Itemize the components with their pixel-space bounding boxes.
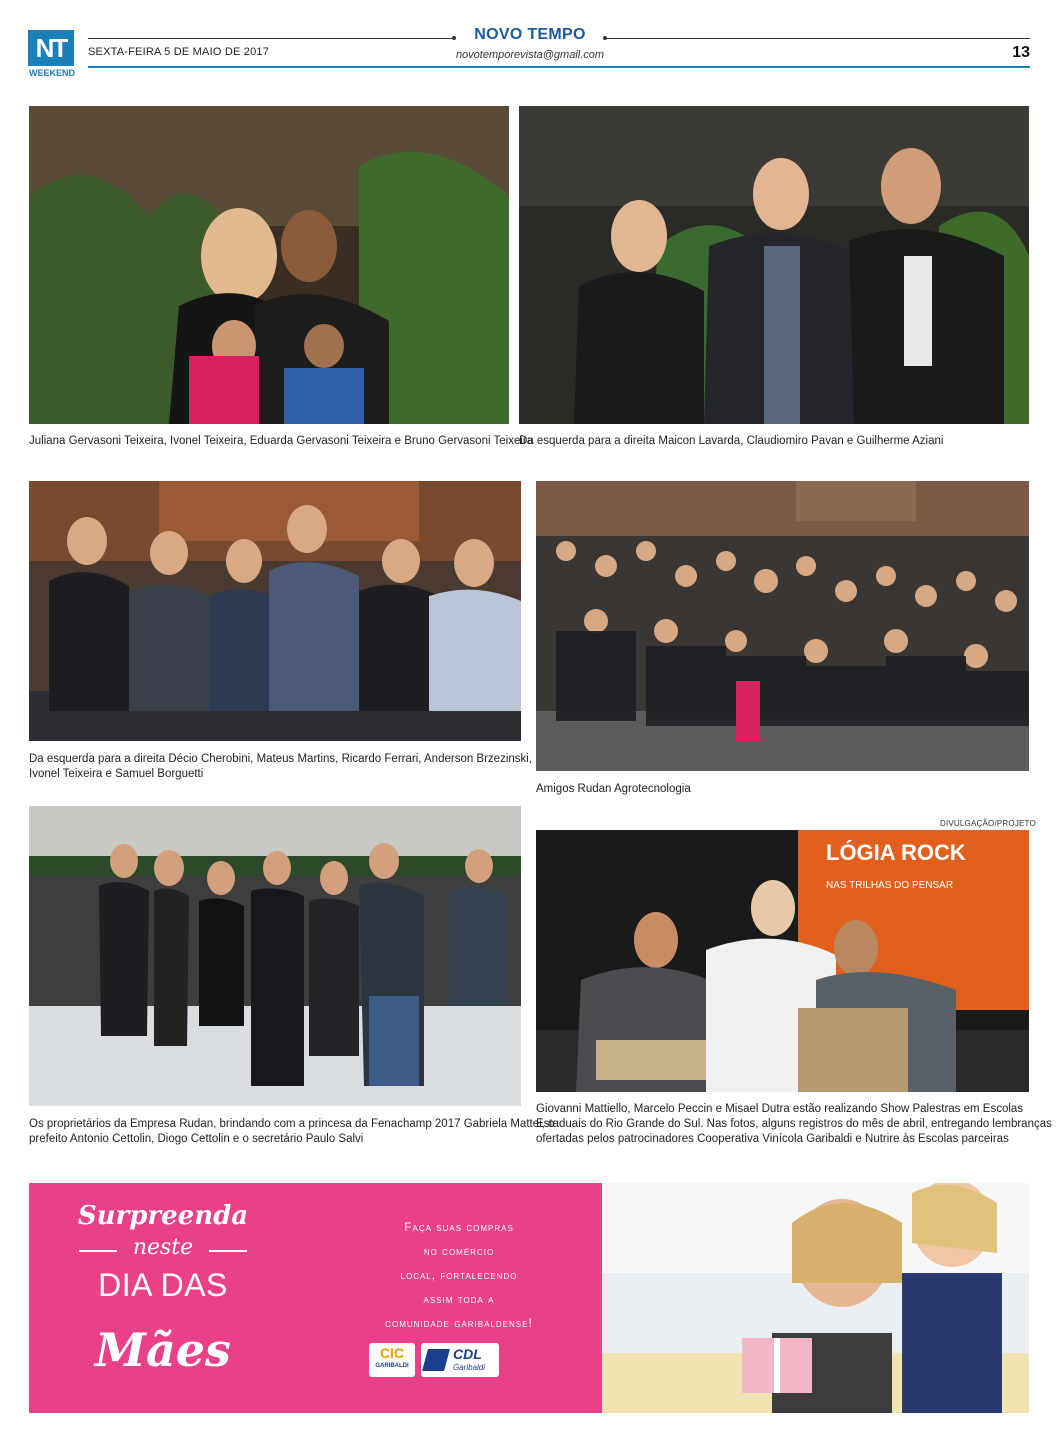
mothers-day-ad[interactable] xyxy=(29,1183,1029,1413)
ad-body-line: no comércio xyxy=(423,1244,495,1258)
caption-line: Ivonel Teixeira e Samuel Borguetti xyxy=(29,768,204,780)
issue-date: SEXTA-FEIRA 5 DE MAIO DE 2017 xyxy=(88,46,270,58)
contact-email[interactable]: novotemporevista@gmail.com xyxy=(455,49,605,61)
ad-body-line: assim toda a xyxy=(423,1292,495,1306)
logo-subtitle: WEEKEND xyxy=(28,68,75,78)
banner-title: LÓGIA ROCK xyxy=(826,840,966,865)
header-rule-left xyxy=(88,38,452,39)
cic-logo xyxy=(369,1343,415,1377)
publication-title: NOVO TEMPO xyxy=(474,26,586,43)
photo-family xyxy=(29,106,509,424)
ad-headline-line3: DIA DAS xyxy=(98,1267,228,1303)
cdl-logo-sub: Garibaldi xyxy=(453,1363,486,1372)
cic-logo-sub: GARIBALDI xyxy=(375,1363,409,1369)
page-number: 13 xyxy=(1012,44,1030,61)
ad-body-line: Faça suas compras xyxy=(404,1220,514,1234)
banner-subtitle: NAS TRILHAS DO PENSAR xyxy=(826,880,954,891)
header-dot-left xyxy=(452,36,456,40)
caption-line: Estaduais do Rio Grande do Sul. Nas fotos, alguns registros do mês de abril, entregando lembranças xyxy=(536,1118,1052,1130)
cic-logo-text: CIC xyxy=(379,1345,405,1361)
header-underline xyxy=(88,66,1030,68)
photo-rudan-owners xyxy=(29,806,521,1106)
caption-line: Da esquerda para a direita Décio Cherobini, Mateus Martins, Ricardo Ferrari, Anderson Brzezinski, xyxy=(29,753,533,765)
ad-body xyxy=(349,1215,569,1335)
logo-mark: NT xyxy=(28,30,74,66)
cdl-logo-text: CDL xyxy=(453,1346,482,1362)
sponsor-logos xyxy=(369,1343,499,1377)
newspaper-logo xyxy=(28,30,76,78)
photo-caption: Da esquerda para a direita Maicon Lavarda, Claudiomiro Pavan e Guilherme Aziani xyxy=(519,435,944,447)
photo-three-men xyxy=(519,106,1029,424)
photo-caption xyxy=(536,1102,1052,1147)
cdl-mark-icon xyxy=(422,1349,450,1371)
caption-line: ofertadas pelos patrocinadores Cooperativa Vinícola Garibaldi e Nutrire às Escolas parceiras xyxy=(536,1133,1009,1145)
ad-photo-mother-daughter xyxy=(602,1183,1029,1413)
header-dot-right xyxy=(603,36,607,40)
photo-caption: Juliana Gervasoni Teixeira, Ivonel Teixeira, Eduarda Gervasoni Teixeira e Bruno Gervasoni Teixeira xyxy=(29,435,534,447)
photo-caption xyxy=(29,1117,554,1147)
caption-line: Os proprietários da Empresa Rudan, brindando com a princesa da Fenachamp 2017 Gabriela Mattei, o xyxy=(29,1118,555,1130)
ad-headline-line2: neste xyxy=(73,1235,253,1260)
photo-toast-group xyxy=(29,481,521,741)
photo-caption xyxy=(29,752,532,782)
ad-headline-line1: Surpreenda xyxy=(77,1201,249,1231)
ad-body-line: local, fortalecendo xyxy=(400,1268,518,1282)
photo-logia-rock xyxy=(536,830,1029,1092)
caption-line: prefeito Antonio Cettolin, Diogo Cettolin e o secretário Paulo Salvi xyxy=(29,1133,364,1145)
ad-headline-line4: Mães xyxy=(95,1323,231,1377)
caption-line: Giovanni Mattiello, Marcelo Peccin e Misael Dutra estão realizando Show Palestras em Escolas xyxy=(536,1103,1024,1115)
header-rule-right xyxy=(607,38,1030,39)
photo-crowd xyxy=(536,481,1029,771)
cdl-logo xyxy=(421,1343,499,1377)
photo-credit: DIVULGAÇÃO/PROJETO xyxy=(940,819,1036,828)
photo-caption: Amigos Rudan Agrotecnologia xyxy=(536,783,691,795)
ad-body-line: comunidade garibaldense! xyxy=(385,1316,533,1330)
